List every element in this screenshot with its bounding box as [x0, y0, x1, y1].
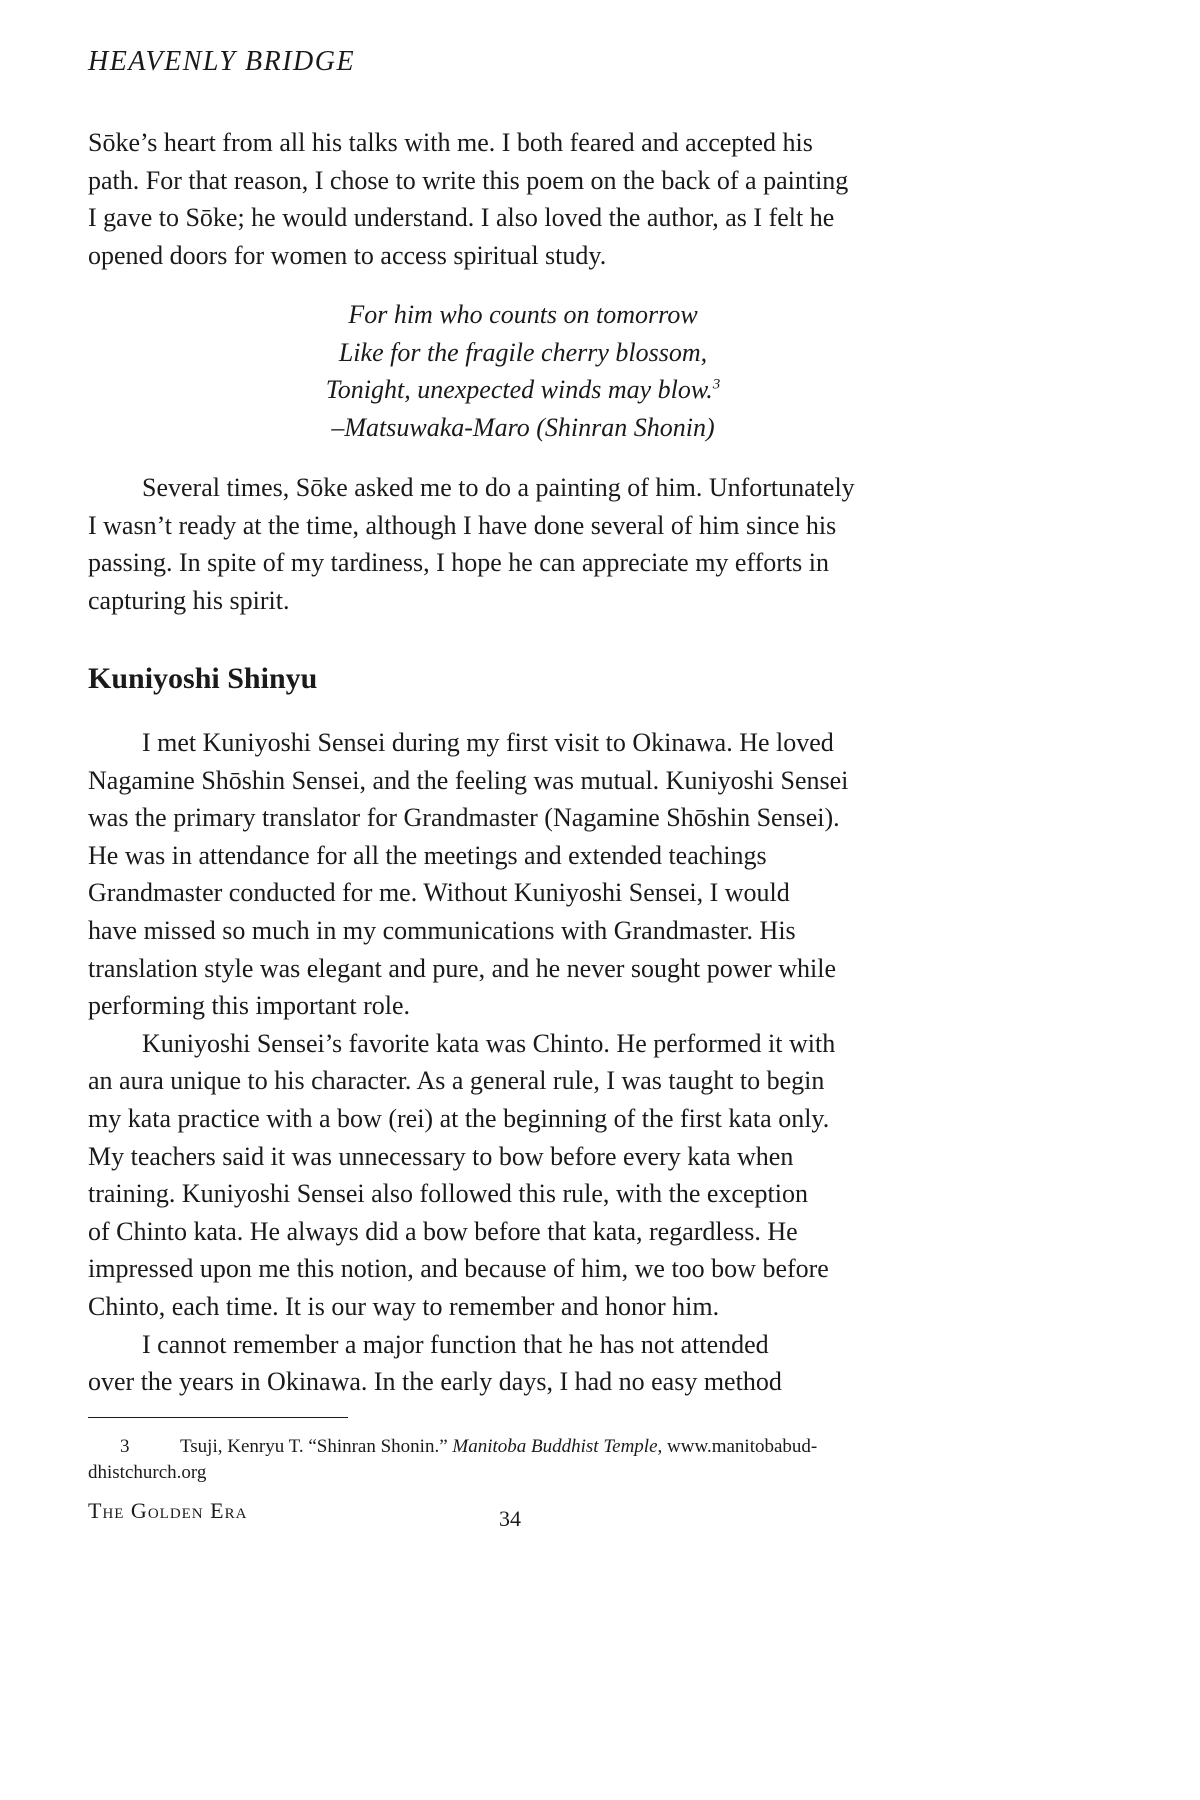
section-heading: Kuniyoshi Shinyu	[88, 662, 318, 695]
footnote	[88, 1434, 918, 1486]
paragraph: Kuniyoshi Sensei’s favorite kata was Chinto. He performed it with an aura unique to his character. As a general rule, I was taught to begin my kata practice with a bow (rei) at the beginning of the first kata only. My teachers said it was unnecessary to bow before every kata when training. Kuniyoshi Sensei also followed this rule, with the exception of Chinto kata. He always did a bow before that kata, regardless. He impressed upon me this notion, and because of him, we too bow before Chinto, each time. It is our way to remember and honor him.	[88, 1028, 836, 1321]
poem-line: Like for the fragile cherry blossom,	[338, 337, 708, 367]
body-text-top	[88, 124, 958, 274]
footnote-number: 3	[120, 1436, 130, 1457]
page-number: 34	[499, 1506, 521, 1531]
body-text-middle	[88, 469, 958, 619]
paragraph: Sōke’s heart from all his talks with me. I both feared and accepted his path. For that reason, I chose to write this poem on the back of a painting I gave to Sōke; he would understand. I also loved the author, as I felt he opened doors for women to access spiritual study.	[88, 128, 849, 270]
footnote-source-title: Manitoba Buddhist Temple	[452, 1436, 658, 1457]
poem-attribution: –Matsuwaka-Maro (Shinran Shonin)	[331, 412, 715, 442]
footnote-reference: 3	[712, 376, 721, 393]
section-body-text	[88, 724, 958, 1401]
footnote-url: , www.manitobabud- dhistchurch.org	[88, 1436, 818, 1483]
poem-line: Tonight, unexpected winds may blow.	[325, 375, 713, 405]
paragraph: I met Kuniyoshi Sensei during my first visit to Okinawa. He loved Nagamine Shōshin Sensei, and the feeling was mutual. Kuniyoshi Sensei was the primary translator for Grandmaster (Nagamine Shōshin Sensei). He was in attendance for all the meetings and extended teachings Grandmaster conducted for me. Without Kuniyoshi Sensei, I would have missed so much in my communications with Grandmaster. His translation style was elegant and pure, and he never sought power while performing this important role.	[88, 728, 849, 1021]
poem-line-with-ref	[88, 371, 958, 409]
paragraph: Several times, Sōke asked me to do a painting of him. Unfortunately I wasn’t ready at the time, although I have done several of him since his passing. In spite of my tardiness, I hope he can appreciate my efforts in capturing his spirit.	[88, 473, 855, 615]
poem-line: For him who counts on tomorrow	[348, 300, 698, 329]
paragraph: I cannot remember a major function that he has not attended over the years in Okinawa. In the early days, I had no easy method	[88, 1329, 782, 1397]
footnote-text: Tsuji, Kenryu T. “Shinran Shonin.”	[180, 1436, 453, 1457]
poem	[88, 296, 958, 446]
running-foot: The Golden Era	[88, 1498, 248, 1523]
running-head: HEAVENLY BRIDGE	[88, 46, 356, 77]
footnote-divider	[88, 1417, 348, 1418]
